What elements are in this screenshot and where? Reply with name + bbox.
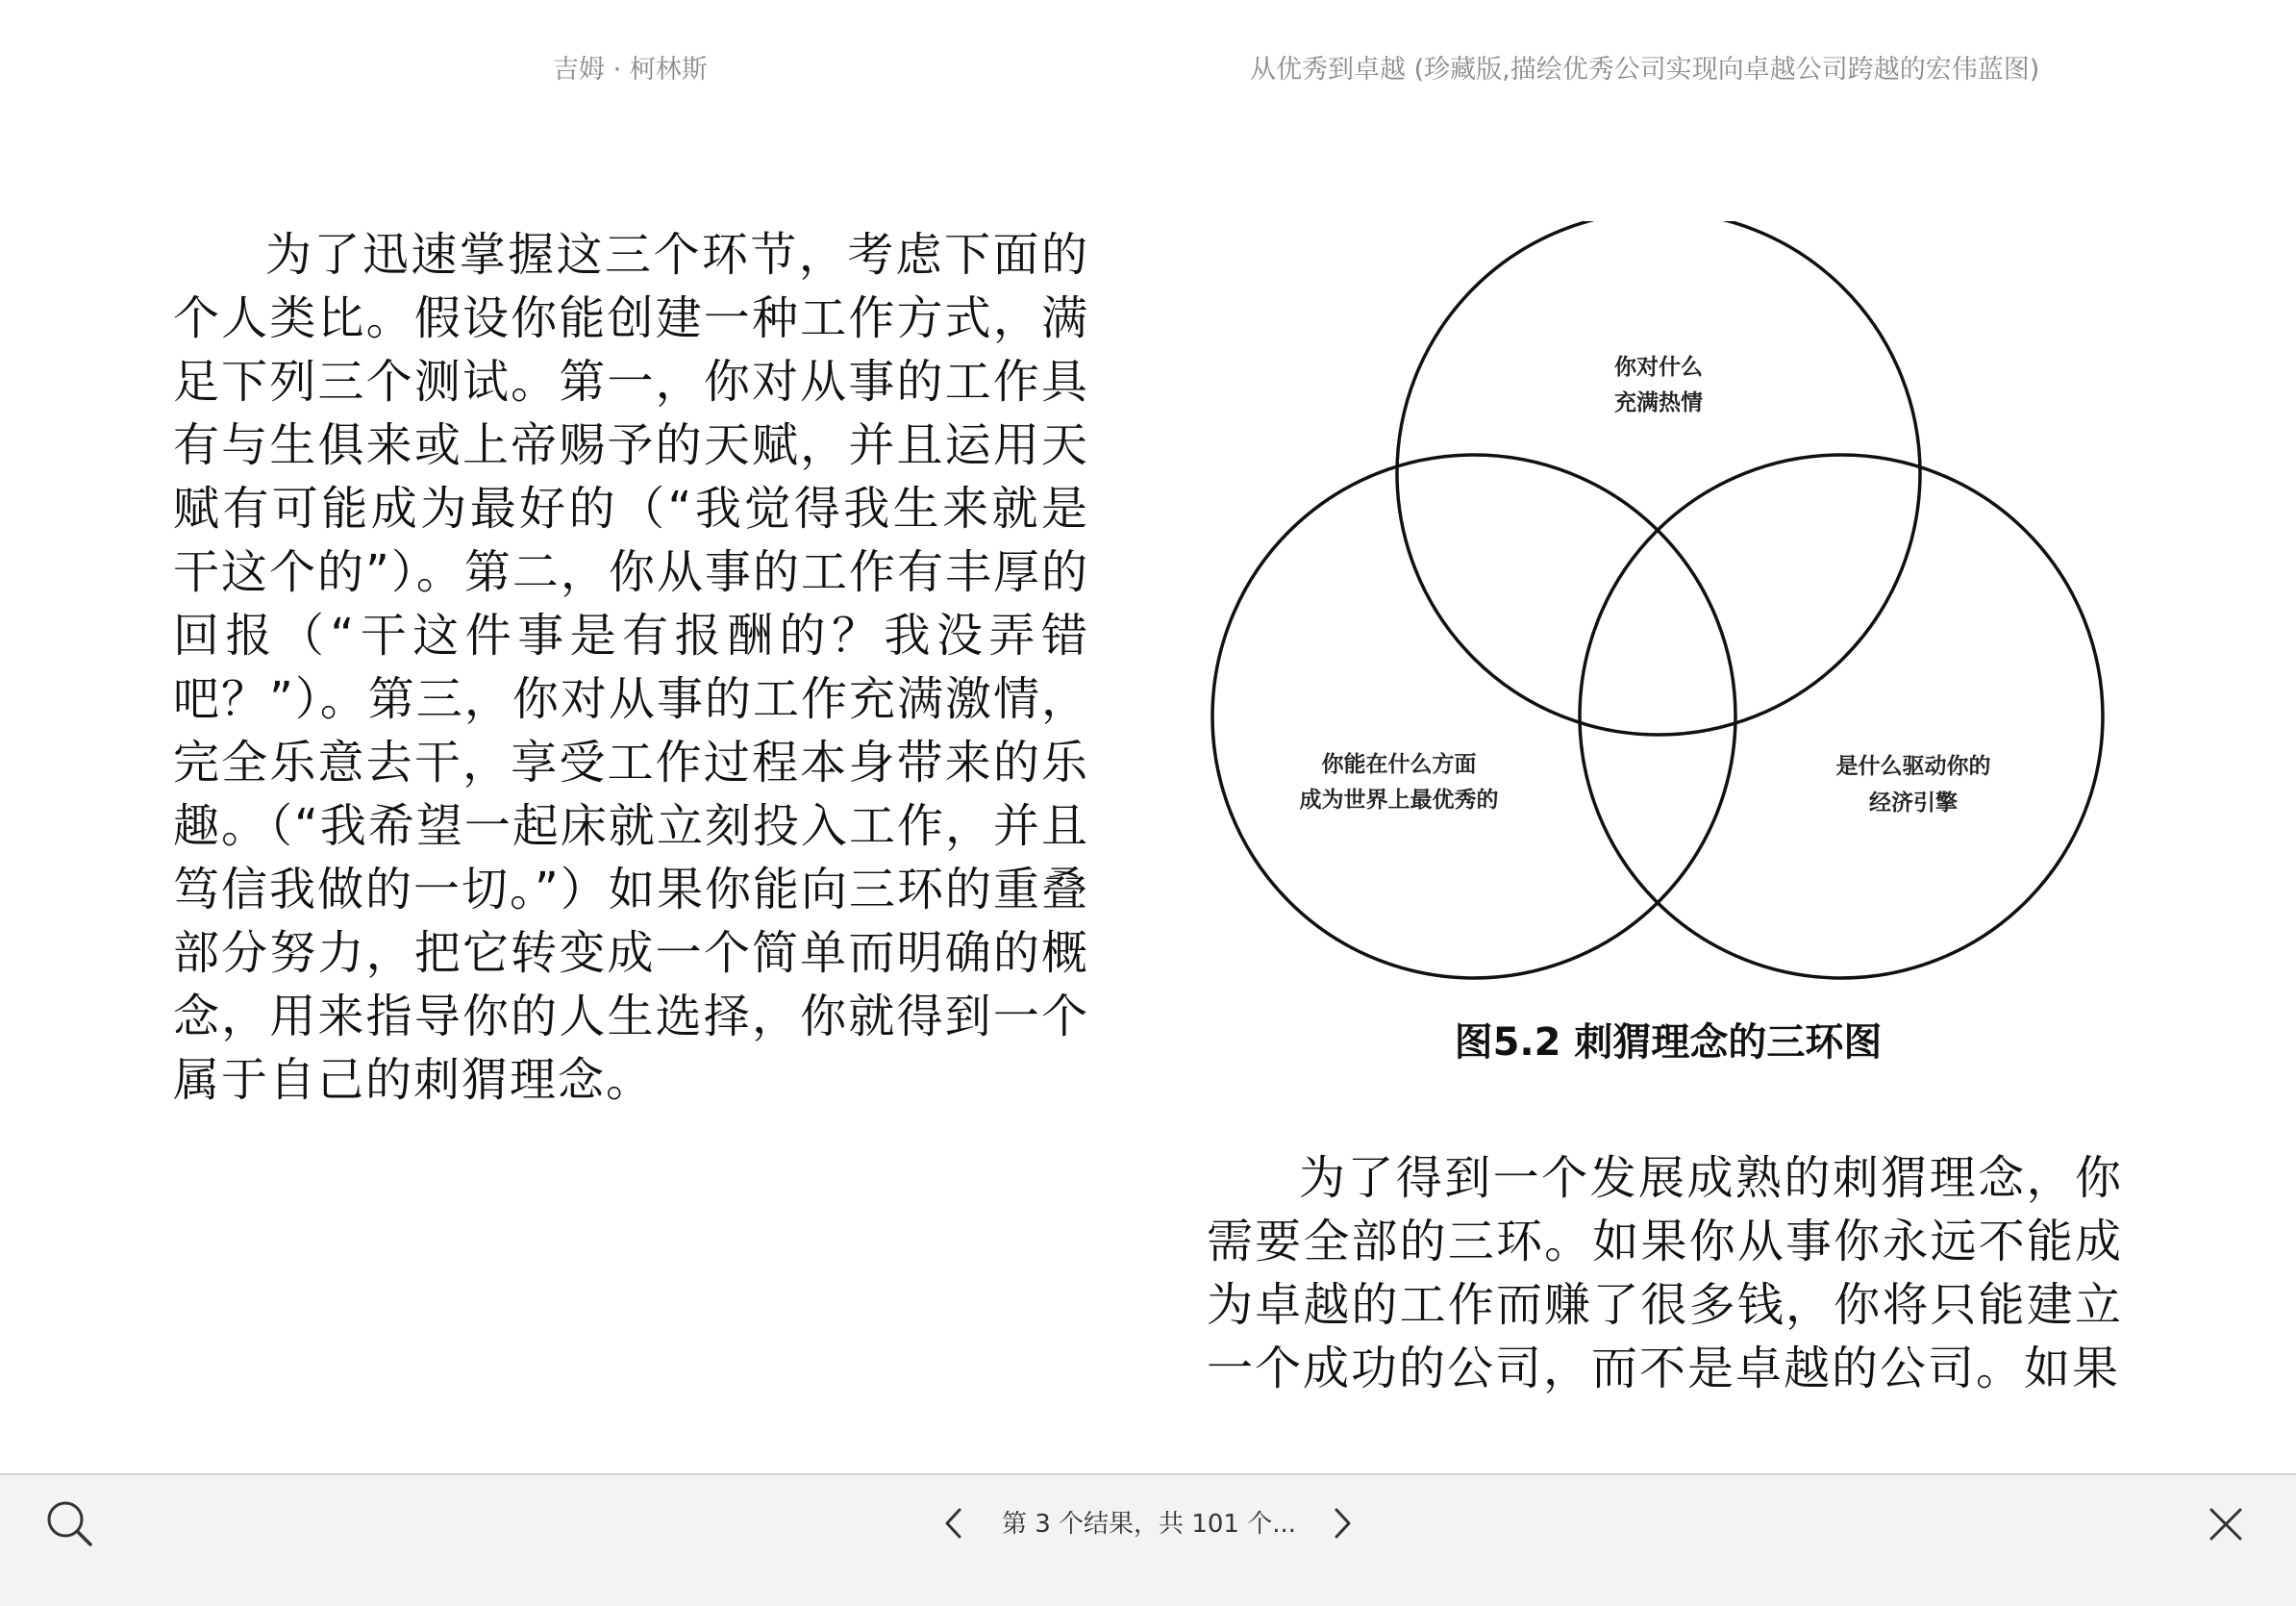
left-page-paragraph: 为了迅速掌握这三个环节，考虑下面的个人类比。假设你能创建一种工作方式，满足下列三个测试。第一，你对从事的工作具有与生俱来或上帝赐予的天赋，并且运用天赋有可能成为最好的（“我觉得我生来就是干这个的”）。第二，你从事的工作有丰厚的回报（“干这件事是有报酬的？我没弄错吧？”）。第三，你对从事的工作充满激情，完全乐意去干，享受工作过程本身带来的乐趣。（“我希望一起床就立刻投入工作，并且笃信我做的一切。”）如果你能向三环的重叠部分努力，把它转变成一个简单而明确的概念，用来指导你的人生选择，你就得到一个属于自己的刺猬理念。: [173, 228, 1089, 1107]
circle-best-in-world: [1212, 455, 1735, 978]
figure-caption: 图5.2 刺猬理念的三环图: [1454, 1020, 1883, 1065]
running-head-book-title: 从优秀到卓越 (珍藏版,描绘优秀公司实现向卓越公司跨越的宏伟蓝图): [1250, 55, 2040, 85]
circle-best-label-1: 你能在什么方面: [1321, 752, 1477, 777]
circle-passion-label-2: 充满热情: [1614, 390, 1703, 415]
close-icon[interactable]: [2202, 1500, 2250, 1548]
chevron-right-icon[interactable]: [1327, 1502, 1358, 1544]
circle-passion-label-1: 你对什么: [1614, 355, 1703, 380]
circle-economic-engine: [1580, 455, 2103, 978]
right-page-paragraph: 为了得到一个发展成熟的刺猬理念，你需要全部的三环。如果你从事你永远不能成为卓越的工作而赚了很多钱，你将只能建立一个成功的公司，而不是卓越的公司。如果: [1207, 1151, 2123, 1395]
circle-economic-label-1: 是什么驱动你的: [1835, 754, 1991, 779]
right-page: [1207, 1146, 2123, 1400]
search-icon[interactable]: [42, 1496, 96, 1550]
left-page: [173, 223, 1089, 1112]
chevron-left-icon[interactable]: [938, 1502, 969, 1544]
running-head-author: 吉姆 · 柯林斯: [553, 55, 708, 85]
search-result-status: 第 3 个结果，共 101 个...: [1001, 1510, 1297, 1539]
circle-best-label-2: 成为世界上最优秀的: [1299, 788, 1499, 813]
circle-economic-label-2: 经济引擎: [1869, 790, 1958, 816]
circle-passion: [1397, 221, 1920, 735]
venn-figure: [1207, 221, 2130, 1065]
venn-diagram: [1207, 221, 2130, 981]
search-results-bar: [0, 1473, 2296, 1606]
